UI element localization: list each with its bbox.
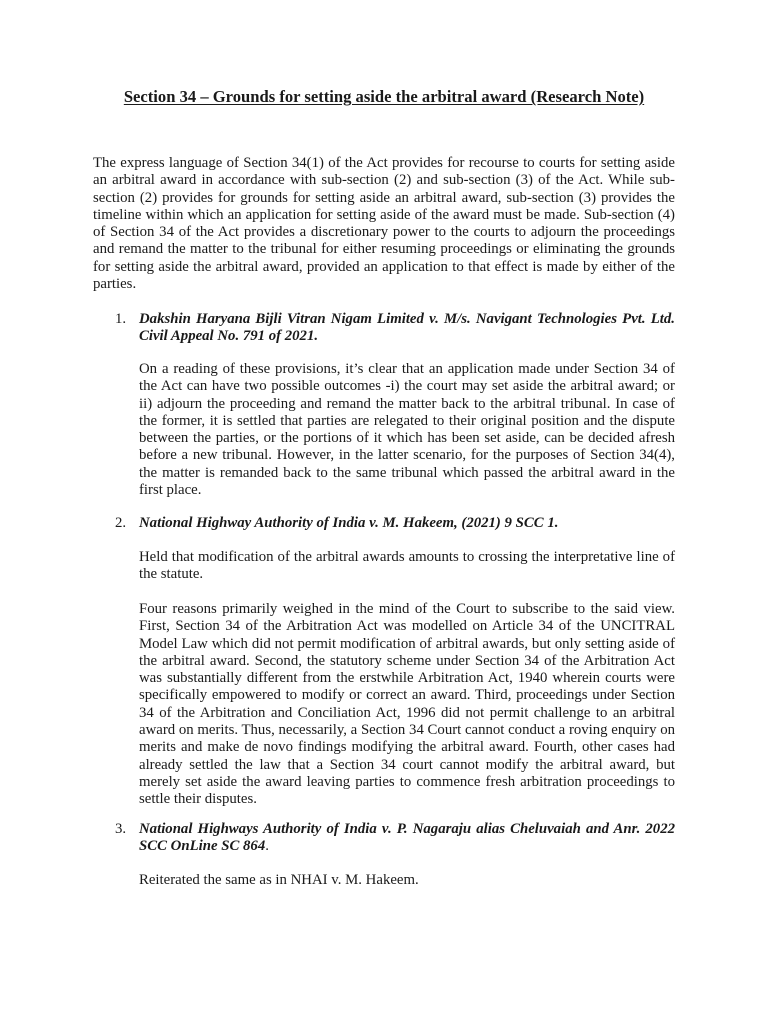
case-3-paragraph-1: Reiterated the same as in NHAI v. M. Hakeem.: [139, 872, 419, 888]
case-3-citation-period: .: [265, 838, 269, 855]
intro-paragraph: The express language of Section 34(1) of the Act provides for recourse to courts for setting aside an arbitral award in accordance with sub-section (2) and sub-section (3) of the Act. While sub-section (2) provides for grounds for setting aside an arbitral award, sub-section (3) provides the timeline within which an application for setting aside of the award must be made. Sub-section (4) of Section 34 of the Act provides a discretionary power to the courts to adjourn the proceedings and remand the matter to the tribunal for either resuming proceedings or eliminating the grounds for setting aside the arbitral award, provided an application to that effect is made by either of the parties.: [93, 155, 675, 293]
case-2-paragraph-1: Held that modification of the arbitral awards amounts to crossing the interpretative line of the statute.: [139, 549, 675, 583]
case-1-number: 1.: [115, 311, 127, 327]
case-1-paragraph-1: On a reading of these provisions, it’s clear that an application made under Section 34 of the Act can have two possible outcomes -i) the court may set aside the arbitral award; or ii) adjourn the proceeding and remand the matter back to the arbitral tribunal. In case of the former, it is settled that parties are relegated to their original position and the dispute between the parties, or the portions of it which has been set aside, can be decided afresh before a new tribunal. However, in the latter scenario, for the purposes of Section 34(4), the matter is remanded back to the same tribunal which passed the arbitral award in the first place.: [139, 361, 675, 499]
case-3-number: 3.: [115, 821, 127, 837]
case-3-citation-text: National Highways Authority of India v. P. Nagaraju alias Cheluvaiah and Anr. 2022 SCC OnLine SC 864: [139, 821, 675, 855]
case-2-paragraph-2: Four reasons primarily weighed in the mind of the Court to subscribe to the said view. First, Section 34 of the Arbitration Act was modelled on Article 34 of the UNCITRAL Model Law which did not permit modification of arbitral awards, but only setting aside of the arbitral award. Second, the statutory scheme under Section 34 of the Arbitration Act was substantially different from the erstwhile Arbitration Act, 1940 wherein courts were specifically empowered to modify or correct an award. Third, proceedings under Section 34 of the Arbitration and Conciliation Act, 1996 did not permit challenge to an arbitral award on merits. Thus, necessarily, a Section 34 Court cannot conduct a roving enquiry on merits and make de novo findings modifying the arbitral award. Fourth, other cases had already settled the law that a Section 34 court cannot modify the arbitral award, but merely set aside the award leaving parties to commence fresh arbitration proceedings to settle their disputes.: [139, 601, 675, 808]
page-title: [60, 86, 708, 108]
case-2-citation: National Highway Authority of India v. M. Hakeem, (2021) 9 SCC 1.: [139, 515, 559, 531]
case-1-citation: Dakshin Haryana Bijli Vitran Nigam Limited v. M/s. Navigant Technologies Pvt. Ltd. Civil Appeal No. 791 of 2021.: [139, 311, 675, 345]
page-title-text: Section 34 – Grounds for setting aside the arbitral award (Research Note): [123, 87, 645, 106]
case-2-number: 2.: [115, 515, 127, 531]
case-3-citation: [139, 821, 675, 856]
